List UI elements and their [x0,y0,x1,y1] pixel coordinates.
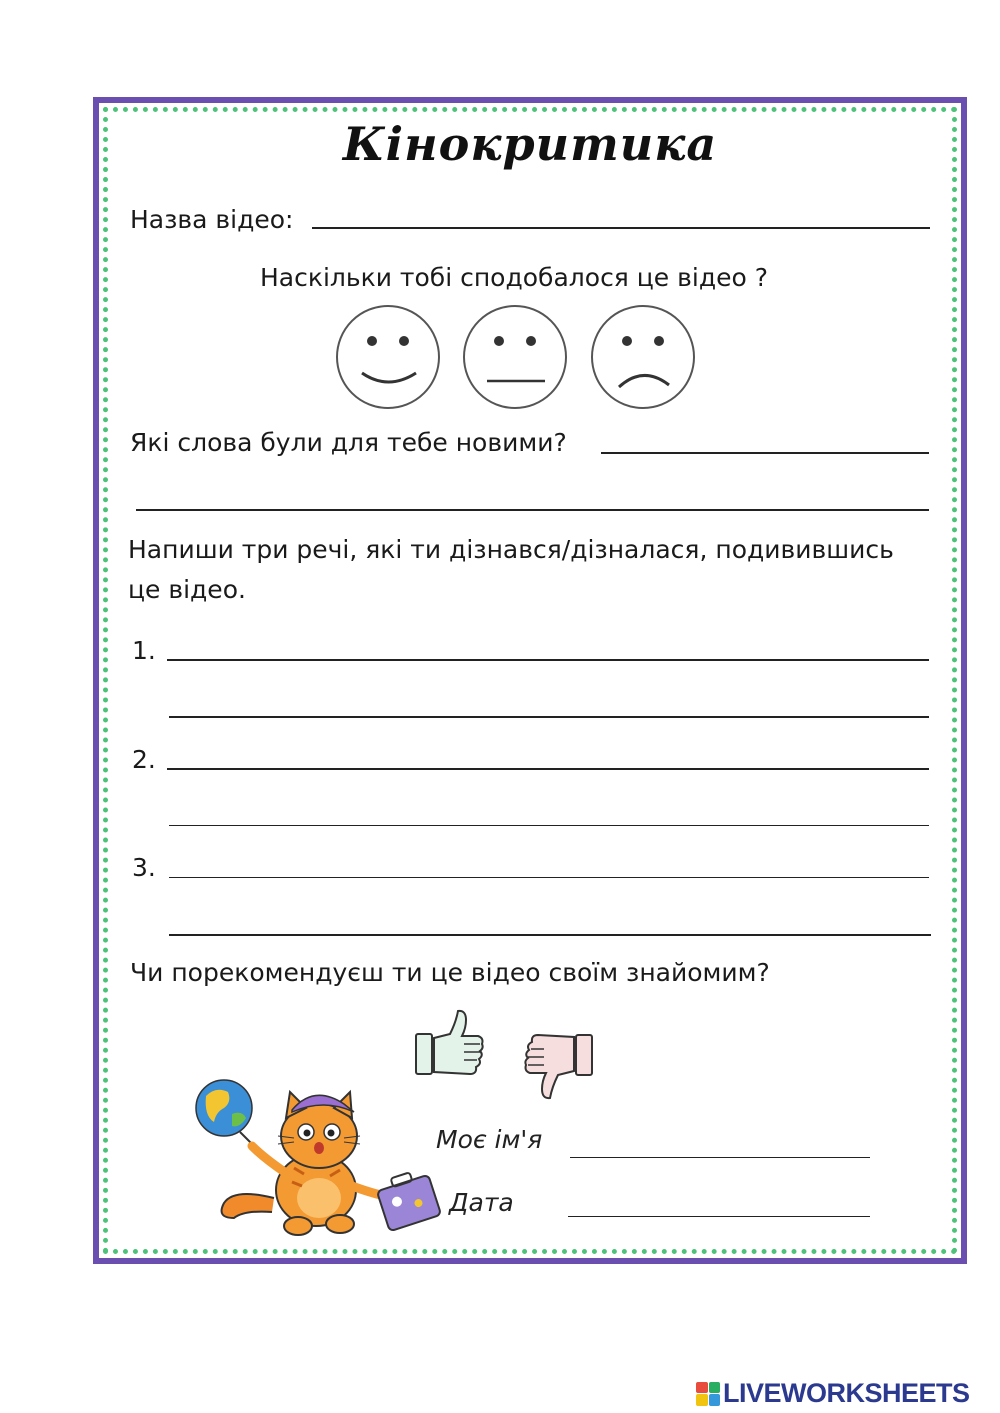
rating-question: Наскільки тобі сподобалося це відео ? [260,263,768,292]
video-name-label: Назва відео: [130,205,294,234]
item-2-field-2[interactable] [169,825,929,826]
thumbs-up-icon[interactable] [414,1008,486,1078]
liveworksheets-logo-icon [696,1382,720,1406]
date-label: Дата [449,1188,514,1217]
liveworksheets-brand [696,1378,970,1409]
brand-text: LIVEWORKSHEETS [723,1378,970,1408]
new-words-field[interactable] [601,452,929,454]
name-field[interactable] [570,1157,870,1158]
three-things-prompt-line2: це відео. [128,575,246,604]
item-number-3: 3. [132,853,156,882]
item-number-2: 2. [132,745,156,774]
three-things-prompt-line1: Напиши три речі, які ти дізнався/дізналася, подивившись [128,535,894,564]
rating-smileys [334,303,704,413]
worksheet-title: Кінокритика [342,117,718,171]
item-number-1: 1. [132,636,156,665]
name-label: Моє ім'я [436,1125,543,1154]
recommend-question: Чи порекомендуєш ти це відео своїм знайомим? [130,958,770,987]
new-words-field-2[interactable] [136,509,929,511]
new-words-question: Які слова були для тебе новими? [130,428,567,457]
item-1-field[interactable] [167,659,929,661]
item-3-field[interactable] [169,877,929,878]
item-1-field-2[interactable] [169,716,929,718]
cat-traveler-illustration [194,1078,444,1243]
neutral-face-icon[interactable] [461,303,569,411]
thumbs-down-icon[interactable] [522,1031,594,1101]
item-3-field-2[interactable] [169,934,931,936]
item-2-field[interactable] [167,768,929,770]
date-field[interactable] [568,1216,870,1217]
happy-face-icon[interactable] [334,303,442,411]
video-name-field[interactable] [312,227,930,229]
sad-face-icon[interactable] [589,303,697,411]
worksheet-frame [93,97,967,1264]
